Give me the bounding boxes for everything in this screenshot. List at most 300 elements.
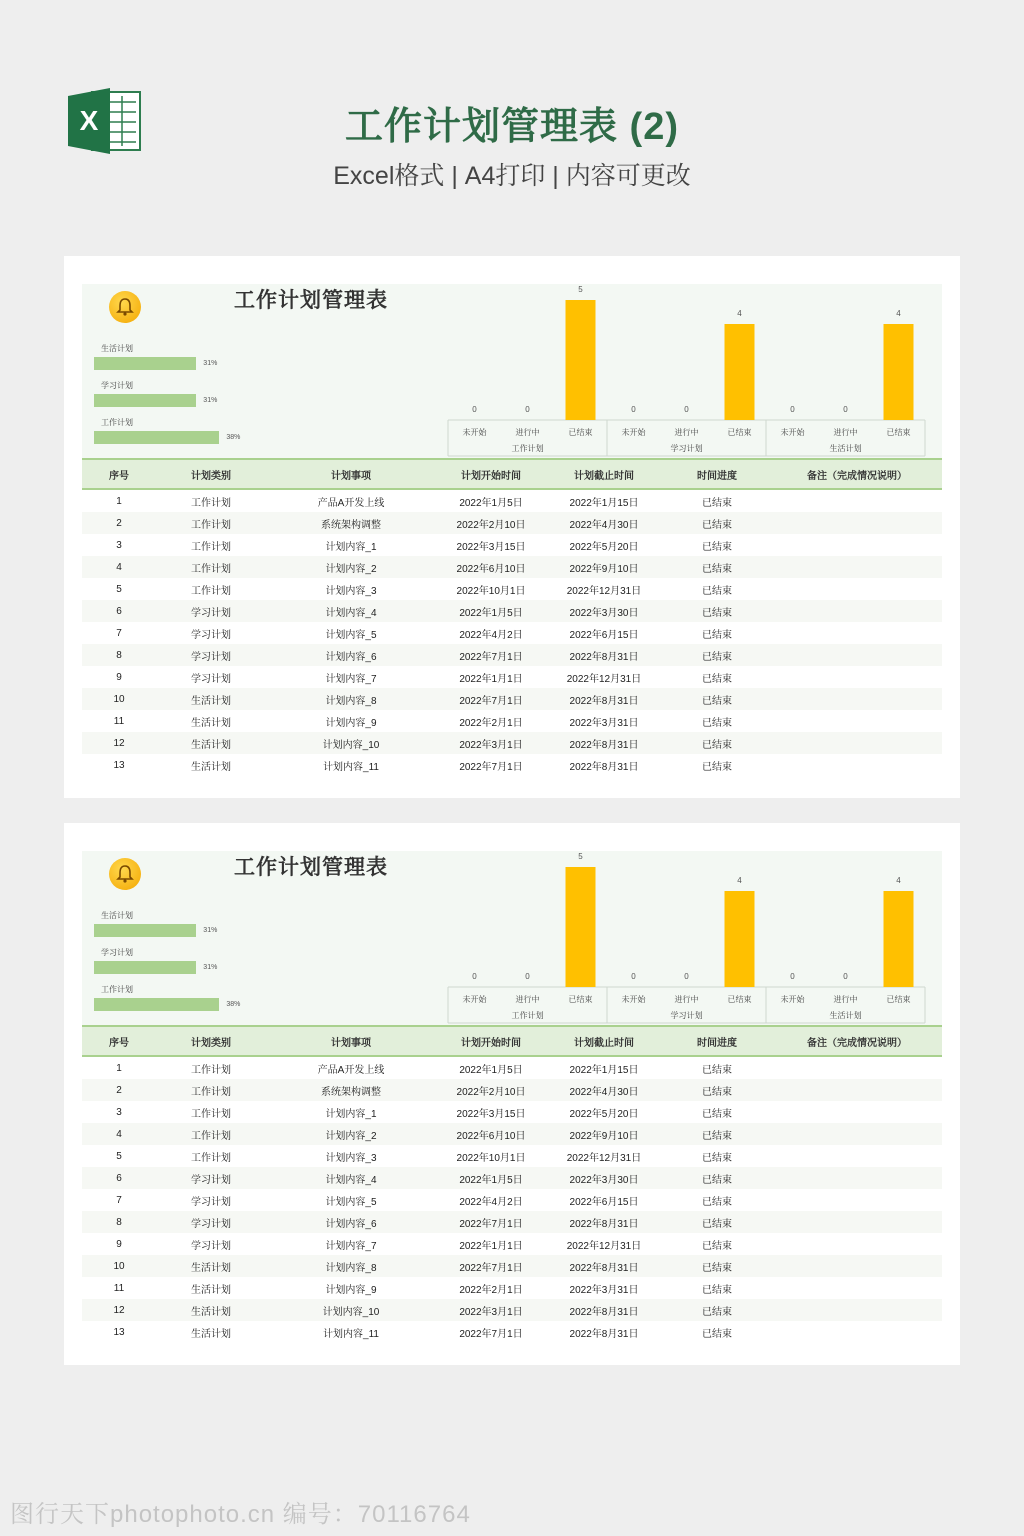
table-cell: 6 [82,1167,156,1189]
column-header: 计划截止时间 [546,459,662,489]
table-row [82,1101,942,1123]
progress-percent: 38% [226,434,241,441]
chart-data-label: 5 [578,852,583,861]
progress-label: 工作计划 [101,418,133,427]
table-cell: 7 [116,1194,122,1206]
table-cell: 2022年8月31日 [546,688,662,710]
table-row [82,754,942,776]
column-header: 计划开始时间 [436,459,546,489]
chart-group-label: 学习计划 [670,444,703,453]
chart-tick-label: 未开始 [621,995,646,1004]
table-cell: 工作计划 [191,1108,231,1120]
table-cell: 2022年1月15日 [569,1064,639,1076]
table-cell: 已结束 [702,1284,732,1296]
page-header [0,0,1024,230]
table-cell: 2022年4月30日 [546,1079,662,1101]
chart-tick-label: 未开始 [780,428,805,437]
table-cell: 2022年12月31日 [566,1152,642,1164]
table-cell: 2022年5月20日 [569,541,639,553]
table-row [82,1211,942,1233]
column-header: 计划类别 [156,459,266,489]
table-row [82,688,942,710]
status-bar-chart [446,284,926,458]
table-cell [772,512,942,534]
table-cell: 学习计划 [191,673,231,685]
table-cell: 2022年3月1日 [436,732,546,754]
table-cell: 已结束 [702,761,732,773]
excel-logo-letter: X [79,105,99,136]
table-cell: 计划内容_4 [266,600,436,622]
chart-tick-label: 进行中 [515,995,540,1004]
table-cell: 1 [116,1062,122,1074]
table-cell: 计划内容_6 [266,644,436,666]
dashboard-panel [82,851,942,1025]
chart-bar [884,891,914,987]
table-cell: 学习计划 [156,1167,266,1189]
table-cell: 2022年1月1日 [459,673,523,685]
table-cell: 9 [116,671,122,683]
table-row [82,1189,942,1211]
sheet-preview [64,823,960,1365]
table-cell: 生活计划 [156,688,266,710]
chart-data-label: 0 [790,405,795,414]
chart-data-label: 0 [843,972,848,981]
table-cell: 2022年3月30日 [546,600,662,622]
table-cell: 工作计划 [191,1152,231,1164]
chart-bar [725,324,755,420]
progress-label: 生活计划 [101,344,133,353]
table-cell: 2022年3月1日 [436,1299,546,1321]
progress-label: 学习计划 [101,381,133,390]
progress-percent: 38% [226,1001,241,1008]
table-cell: 生活计划 [156,732,266,754]
table-cell: 生活计划 [191,761,231,773]
plan-table [82,458,942,776]
progress-bar [94,394,196,407]
chart-group-label: 生活计划 [829,1011,862,1020]
chart-tick-label: 进行中 [674,995,699,1004]
table-row [82,1079,942,1101]
chart-data-label: 0 [525,972,530,981]
column-header: 计划开始时间 [436,1026,546,1056]
table-cell: 11 [113,1282,125,1294]
table-row [82,1321,942,1343]
table-cell: 已结束 [702,1328,732,1340]
column-header: 计划事项 [266,1026,436,1056]
table-cell: 计划内容_5 [325,1196,377,1208]
chart-data-label: 0 [472,972,477,981]
table-cell [772,1277,942,1299]
table-cell: 8 [82,1211,156,1233]
table-cell [772,1255,942,1277]
table-cell: 2022年2月1日 [459,717,523,729]
table-cell: 2022年7月1日 [436,1211,546,1233]
table-cell: 2022年8月31日 [569,1328,639,1340]
table-cell: 计划内容_7 [325,1240,377,1252]
table-cell: 2022年12月31日 [566,673,642,685]
table-cell: 2022年7月1日 [459,761,523,773]
table-cell: 2 [82,1079,156,1101]
chart-data-label: 0 [790,972,795,981]
chart-data-label: 5 [578,285,583,294]
table-cell: 已结束 [702,1240,732,1252]
table-cell [772,732,942,754]
table-cell [772,710,942,732]
table-cell: 8 [82,644,156,666]
table-cell: 已结束 [662,1255,772,1277]
table-cell: 5 [116,583,122,595]
table-cell: 已结束 [662,732,772,754]
column-header: 备注（完成情况说明） [772,459,942,489]
chart-tick-label: 未开始 [462,995,487,1004]
dashboard-panel [82,284,942,458]
progress-label: 学习计划 [101,948,133,957]
table-cell: 已结束 [702,717,732,729]
table-cell: 已结束 [702,585,732,597]
chart-bar [566,300,596,420]
table-cell: 已结束 [662,1079,772,1101]
chart-group-label: 学习计划 [670,1011,703,1020]
table-cell: 2022年1月1日 [459,1240,523,1252]
chart-group-label: 工作计划 [511,1011,544,1020]
table-cell: 2022年12月31日 [566,585,642,597]
table-cell: 已结束 [662,688,772,710]
chart-data-label: 0 [631,405,636,414]
table-cell: 2022年3月15日 [456,1108,526,1120]
table-cell [772,1123,942,1145]
table-cell: 已结束 [702,673,732,685]
table-cell: 学习计划 [191,629,231,641]
table-cell: 7 [116,627,122,639]
table-cell: 工作计划 [156,1123,266,1145]
table-cell: 2022年4月2日 [459,1196,523,1208]
table-cell: 4 [82,1123,156,1145]
table-cell: 计划内容_1 [325,1108,377,1120]
column-header: 备注（完成情况说明） [772,1026,942,1056]
plan-table [82,1025,942,1343]
table-row [82,1255,942,1277]
table-cell: 学习计划 [156,600,266,622]
table-cell: 学习计划 [156,1211,266,1233]
table-cell: 产品A开发上线 [317,497,385,509]
table-cell: 9 [116,1238,122,1250]
table-cell: 计划内容_4 [266,1167,436,1189]
table-cell [772,1079,942,1101]
chart-bar [725,891,755,987]
table-row [82,710,942,732]
progress-percent: 31% [203,927,218,934]
progress-percent: 31% [203,397,218,404]
table-cell: 2022年8月31日 [546,1211,662,1233]
page-title: 工作计划管理表 (2) [344,106,679,148]
chart-tick-label: 已结束 [568,428,593,437]
table-row [82,732,942,754]
table-cell: 2022年8月31日 [569,761,639,773]
chart-data-label: 4 [896,309,901,318]
chart-data-label: 0 [684,972,689,981]
column-header: 时间进度 [662,1026,772,1056]
table-cell: 计划内容_8 [266,1255,436,1277]
table-cell [772,688,942,710]
chart-data-label: 0 [525,405,530,414]
table-cell: 已结束 [702,541,732,553]
table-cell [772,578,942,600]
table-cell: 学习计划 [191,1240,231,1252]
progress-bar [94,924,196,937]
table-cell: 2022年1月5日 [436,1167,546,1189]
table-cell: 已结束 [662,512,772,534]
table-cell: 3 [116,1106,122,1118]
table-cell: 4 [82,556,156,578]
table-cell: 2022年10月1日 [456,1152,526,1164]
table-cell: 1 [116,495,122,507]
table-cell: 2022年8月31日 [546,644,662,666]
column-header: 计划事项 [266,459,436,489]
table-cell [772,534,942,556]
sheet-preview [64,256,960,798]
table-cell [772,1145,942,1167]
table-cell: 2022年6月15日 [569,1196,639,1208]
chart-tick-label: 已结束 [886,428,911,437]
chart-tick-label: 进行中 [833,428,858,437]
table-cell: 已结束 [702,1064,732,1076]
table-cell: 2022年8月31日 [546,1299,662,1321]
table-cell: 2022年5月20日 [569,1108,639,1120]
table-cell [772,1101,942,1123]
table-cell: 12 [82,1299,156,1321]
table-cell: 2022年7月1日 [436,688,546,710]
chart-group-label: 生活计划 [829,444,862,453]
table-cell: 2022年9月10日 [546,1123,662,1145]
chart-data-label: 0 [472,405,477,414]
chart-tick-label: 未开始 [462,428,487,437]
table-cell: 13 [113,1326,125,1338]
chart-tick-label: 未开始 [621,428,646,437]
table-cell: 2022年4月2日 [459,629,523,641]
table-row [82,556,942,578]
chart-bar [884,324,914,420]
chart-data-label: 0 [631,972,636,981]
chart-tick-label: 进行中 [833,995,858,1004]
table-cell [772,644,942,666]
progress-bar [94,998,219,1011]
table-row [82,600,942,622]
table-header-row [82,1026,942,1056]
table-cell: 已结束 [702,629,732,641]
table-cell [772,1056,942,1079]
table-cell: 2022年7月1日 [436,644,546,666]
table-cell: 2022年4月30日 [546,512,662,534]
table-cell: 2022年3月30日 [546,1167,662,1189]
table-cell: 计划内容_9 [325,717,377,729]
chart-tick-label: 已结束 [568,995,593,1004]
table-cell: 生活计划 [191,717,231,729]
column-header: 序号 [82,459,156,489]
table-cell [772,754,942,776]
table-cell: 2022年6月15日 [569,629,639,641]
table-cell: 计划内容_11 [323,1328,379,1340]
sheet-title: 工作计划管理表 [234,856,388,879]
table-cell [772,1211,942,1233]
table-cell: 生活计划 [191,1284,231,1296]
table-cell: 计划内容_5 [325,629,377,641]
table-row [82,489,942,512]
table-header-row [82,459,942,489]
table-cell: 系统架构调整 [266,1079,436,1101]
table-cell: 工作计划 [191,541,231,553]
table-cell: 计划内容_6 [266,1211,436,1233]
table-cell: 生活计划 [156,1255,266,1277]
table-cell: 系统架构调整 [266,512,436,534]
table-cell: 已结束 [702,1196,732,1208]
table-cell: 已结束 [702,497,732,509]
table-cell: 已结束 [662,1167,772,1189]
table-cell: 计划内容_3 [325,585,377,597]
status-bar-chart [446,851,926,1025]
progress-bar [94,961,196,974]
table-cell [772,666,942,688]
table-cell: 学习计划 [156,644,266,666]
table-cell: 计划内容_3 [325,1152,377,1164]
table-cell [772,1321,942,1343]
table-cell: 2022年8月31日 [546,1255,662,1277]
table-cell: 10 [82,688,156,710]
column-header: 时间进度 [662,459,772,489]
table-row [82,1123,942,1145]
column-header: 序号 [82,1026,156,1056]
table-cell: 2022年1月5日 [459,497,523,509]
table-cell: 2022年2月1日 [459,1284,523,1296]
watermark-text: 图行天下photophoto.cn 编号：70116764 [10,1501,471,1528]
table-cell [772,1299,942,1321]
sheet-title: 工作计划管理表 [234,289,388,312]
table-cell: 11 [113,715,125,727]
table-row [82,666,942,688]
table-cell: 工作计划 [156,556,266,578]
table-cell: 2022年6月10日 [436,1123,546,1145]
table-cell [772,489,942,512]
chart-tick-label: 已结束 [727,428,752,437]
table-cell: 工作计划 [191,1064,231,1076]
chart-data-label: 0 [843,405,848,414]
chart-tick-label: 已结束 [886,995,911,1004]
table-row [82,1277,942,1299]
table-cell: 2022年3月31日 [569,717,639,729]
progress-percent: 31% [203,360,218,367]
table-row [82,1145,942,1167]
table-cell [772,556,942,578]
table-cell: 计划内容_2 [266,1123,436,1145]
table-cell: 6 [82,600,156,622]
table-cell: 5 [116,1150,122,1162]
table-cell [772,600,942,622]
table-cell [772,1189,942,1211]
table-cell [772,1233,942,1255]
table-cell: 2022年3月15日 [456,541,526,553]
table-cell: 计划内容_10 [266,1299,436,1321]
table-cell: 13 [113,759,125,771]
table-row [82,578,942,600]
table-cell: 2022年1月5日 [436,600,546,622]
table-cell: 3 [116,539,122,551]
table-cell: 已结束 [662,600,772,622]
progress-label: 生活计划 [101,911,133,920]
table-cell: 已结束 [662,644,772,666]
progress-percent: 31% [203,964,218,971]
table-cell: 已结束 [662,1299,772,1321]
table-cell: 2022年2月10日 [436,512,546,534]
table-cell: 工作计划 [191,497,231,509]
table-cell: 2 [82,512,156,534]
table-cell: 计划内容_10 [266,732,436,754]
table-cell: 已结束 [702,1152,732,1164]
table-row [82,512,942,534]
table-cell: 生活计划 [156,1299,266,1321]
column-header: 计划截止时间 [546,1026,662,1056]
table-cell: 产品A开发上线 [317,1064,385,1076]
table-cell: 工作计划 [156,1079,266,1101]
table-cell: 2022年10月1日 [456,585,526,597]
page-subtitle: Excel格式 | A4打印 | 内容可更改 [333,162,691,190]
table-row [82,1056,942,1079]
chart-tick-label: 已结束 [727,995,752,1004]
table-cell: 2022年1月5日 [459,1064,523,1076]
table-cell: 学习计划 [191,1196,231,1208]
table-cell: 已结束 [662,556,772,578]
table-cell: 2022年7月1日 [436,1255,546,1277]
chart-data-label: 4 [737,876,742,885]
table-cell: 已结束 [702,1108,732,1120]
table-cell: 2022年9月10日 [546,556,662,578]
table-cell: 计划内容_7 [325,673,377,685]
table-cell: 工作计划 [156,512,266,534]
table-row [82,1299,942,1321]
table-cell: 2022年7月1日 [459,1328,523,1340]
table-cell: 计划内容_8 [266,688,436,710]
table-cell: 计划内容_11 [323,761,379,773]
table-cell: 计划内容_1 [325,541,377,553]
table-row [82,644,942,666]
chart-tick-label: 未开始 [780,995,805,1004]
table-cell: 已结束 [662,1211,772,1233]
table-cell: 10 [82,1255,156,1277]
chart-tick-label: 进行中 [515,428,540,437]
table-cell: 工作计划 [191,585,231,597]
table-row [82,1233,942,1255]
table-cell: 2022年6月10日 [436,556,546,578]
table-cell: 2022年2月10日 [436,1079,546,1101]
table-row [82,622,942,644]
table-cell: 生活计划 [191,1328,231,1340]
table-row [82,1167,942,1189]
column-header: 计划类别 [156,1026,266,1056]
table-row [82,534,942,556]
bell-icon [109,291,141,323]
chart-bar [566,867,596,987]
bell-icon [109,858,141,890]
table-cell [772,1167,942,1189]
table-cell: 计划内容_9 [325,1284,377,1296]
progress-bar [94,357,196,370]
progress-label: 工作计划 [101,985,133,994]
chart-data-label: 0 [684,405,689,414]
table-cell: 12 [82,732,156,754]
table-cell: 计划内容_2 [266,556,436,578]
table-cell: 2022年8月31日 [546,732,662,754]
chart-group-label: 工作计划 [511,444,544,453]
table-cell: 2022年12月31日 [566,1240,642,1252]
chart-data-label: 4 [737,309,742,318]
